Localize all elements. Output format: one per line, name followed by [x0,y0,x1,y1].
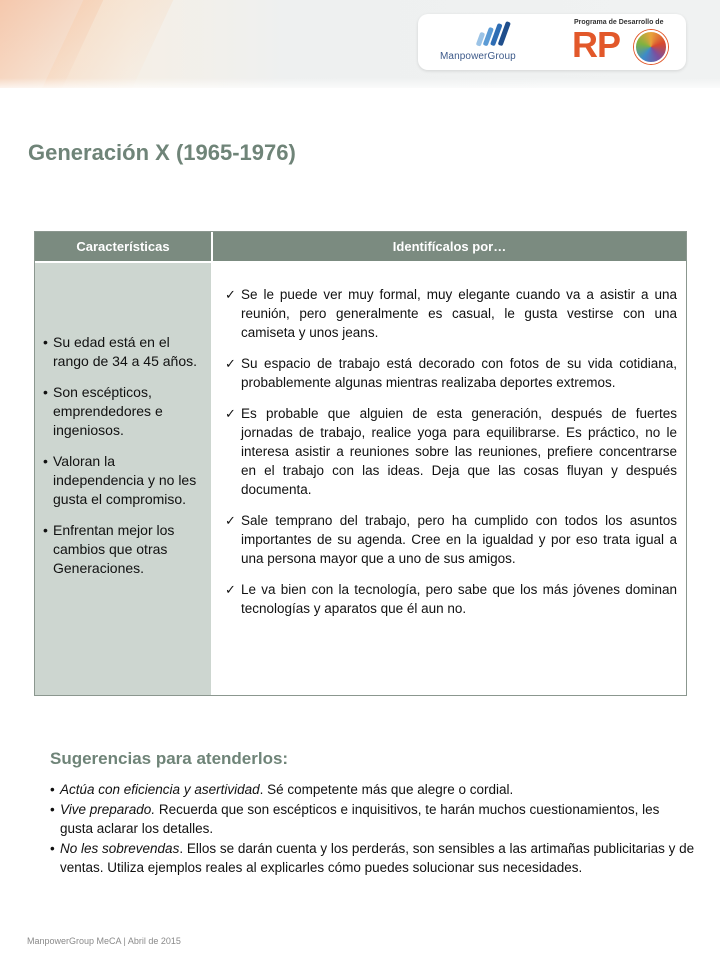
list-item: • Su edad está en el rango de 34 a 45 años. [43,333,203,371]
generation-table [34,231,687,696]
rpo-program-text: Programa de Desarrollo de [574,19,664,26]
identify-column [213,263,686,695]
list-item: • Enfrentan mejor los cambios que otras Generaciones. [43,521,203,578]
identify-text: Le va bien con la tecnología, pero sabe que los más jóvenes dominan tecnologías y aparatos que él aun no. [241,582,677,616]
list-item [225,285,677,342]
header-fade [0,78,720,88]
checkmark-icon: ✓ [225,406,236,421]
identify-list [225,285,677,630]
logo-container [418,14,686,70]
checkmark-icon: ✓ [225,356,236,371]
identify-text: Es probable que alguien de esta generación, después de fuertes jornadas de trabajo, realice yoga para equilibrarse. Es práctico, no le interesa asistir a reuniones sobre las reuniones, prefiere concentrarse en el trabajo con las ideas. Deja que las cosas fluyan y después documenta. [241,406,677,497]
suggestions-title: Sugerencias para atenderlos: [50,749,289,768]
rpo-program-logo [568,17,684,69]
checkmark-icon: ✓ [225,582,236,597]
identify-text: Su espacio de trabajo está decorado con fotos de su vida cotidiana, probablemente algunas mientras realizaba deportes extremos. [241,356,677,390]
suggestion-text: . Ellos se darán cuenta y los perderás, son sensibles a las artimañas publicitarias y de ventas. Utiliza ejemplos reales al explicarles cómo puedes solucionar sus necesidades. [60,841,695,875]
list-item [225,404,677,499]
list-item: • Valoran la independencia y no les gusta el compromiso. [43,452,203,509]
manpowergroup-logo [436,18,546,68]
list-item [50,800,695,838]
list-item [50,839,695,877]
identify-text: Sale temprano del trabajo, pero ha cumplido con todos los asuntos importantes de su agenda. Cree en la igualdad y por eso trata igual a una persona mayor que a uno de sus amigos. [241,513,677,566]
header-identify: Identifícalos por… [392,239,507,254]
identify-text: Se le puede ver muy formal, muy elegante cuando va a asistir a una reunión, pero generalmente es casual, le gusta vestirse con una camiseta y unos jeans. [241,287,677,340]
suggestion-text: Recuerda que son escépticos e inquisitivos, te harán muchos cuestionamientos, les gusta aclarar los detalles. [60,802,660,836]
list-item: • Son escépticos, emprendedores e ingeniosos. [43,383,203,440]
suggestion-lead: No les sobrevendas [60,841,180,856]
list-item [225,580,677,618]
suggestion-lead: Actúa con eficiencia y asertividad [60,782,260,797]
page-title: Generación X (1965-1976) [28,140,296,165]
characteristics-list [43,333,203,590]
checkmark-icon: ✓ [225,513,236,528]
footer-text: ManpowerGroup MeCA | Abril de 2015 [27,936,181,946]
rpo-letters: RP [572,24,621,65]
rpo-colorful-o-icon [634,30,668,64]
header-characteristics: Características [76,239,170,254]
table-header-row [35,232,686,261]
checkmark-icon: ✓ [225,287,236,302]
suggestion-lead: Vive preparado. [60,802,156,817]
list-item [225,511,677,568]
characteristics-column [35,263,211,695]
manpowergroup-logo-text: ManpowerGroup [440,51,516,62]
manpowergroup-mark-icon [474,20,514,48]
suggestions-list [50,780,695,878]
list-item [50,780,695,799]
list-item [225,354,677,392]
suggestion-text: . Sé competente más que alegre o cordial. [259,782,514,797]
